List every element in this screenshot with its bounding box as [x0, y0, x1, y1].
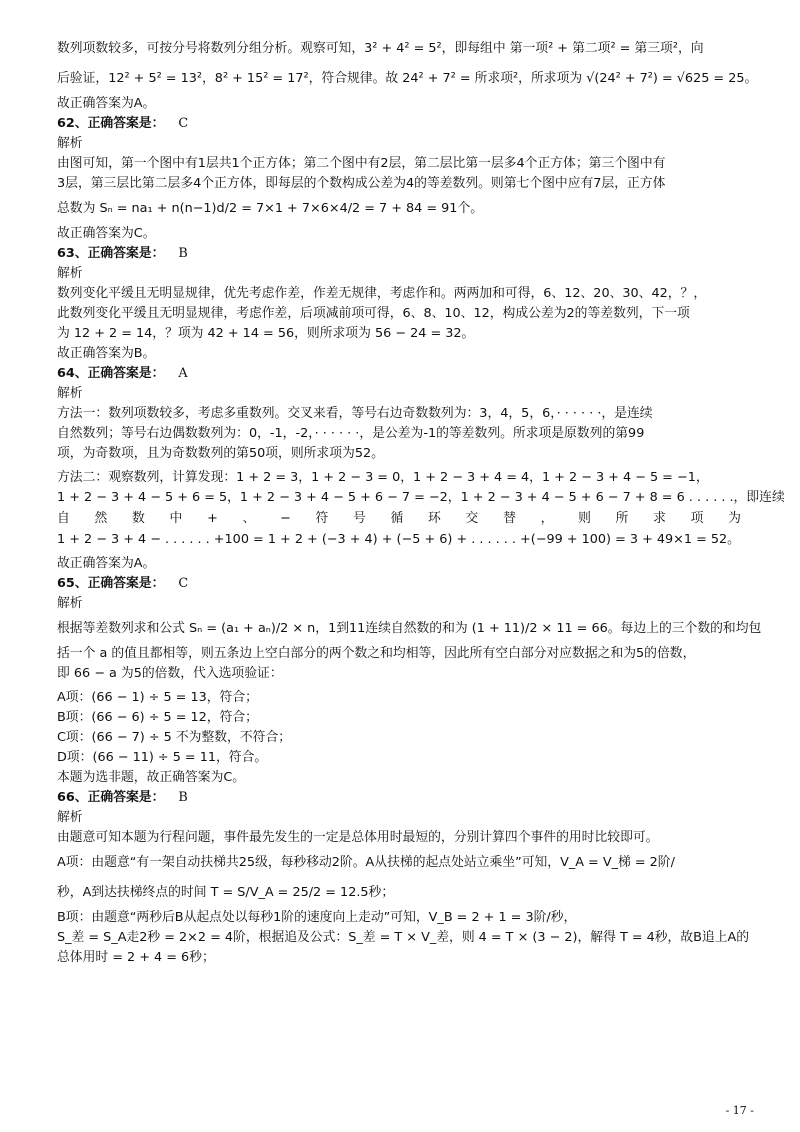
formula-line: 1 + 2 − 3 + 4 − . . . . . . +100 = 1 + 2 + (−3 + 4) + (−5 + 6) + . . . . . . +(−99 + 100) = 3 + 49×1 = 52。 [57, 532, 740, 547]
justified-line: 自 然 数 中 + 、 − 符 号 循 环 交 替 ， 则 所 求 项 为 [57, 511, 741, 526]
page-number: - 17 - [725, 1104, 754, 1117]
question-header: 64、正确答案是： A [57, 366, 188, 381]
formula-line: 为 12 + 2 = 14，？项为 42 + 14 = 56，则所求项为 56 − 24 = 32。 [57, 326, 475, 341]
text-line: 即 66 − a 为5的倍数，代入选项验证： [57, 666, 283, 681]
analysis-label: 解析 [57, 136, 83, 151]
question-header: 65、正确答案是： C [57, 576, 189, 591]
text-line: A项：由题意“有一架自动扶梯共25级，每秒移动2阶。A从扶梯的起点处站立乘坐”可知，V_A = V_梯 = 2阶/ [57, 855, 675, 870]
answer-conclusion: 故正确答案为A。 [57, 96, 156, 111]
question-header: 63、正确答案是： B [57, 246, 188, 261]
formula-line: 根据等差数列求和公式 Sₙ = (a₁ + aₙ)/2 × n，1到11连续自然数的和为 (1 + 11)/2 × 11 = 66。每边上的三个数的和均包 [57, 621, 762, 636]
analysis-label: 解析 [57, 810, 83, 825]
question-header: 62、正确答案是： C [57, 116, 189, 131]
text-line: 项，为奇数项，且为奇数数列的第50项，则所求项为52。 [57, 446, 384, 461]
text-line: B项：由题意“两秒后B从起点处以每秒1阶的速度向上走动”可知，V_B = 2 + 1 = 3阶/秒， [57, 910, 577, 925]
option-b-check: B项：(66 − 6) ÷ 5 = 12，符合； [57, 710, 258, 725]
answer-conclusion: 故正确答案为B。 [57, 346, 156, 361]
formula-line: 方法二：观察数列，计算发现：1 + 2 = 3，1 + 2 − 3 = 0，1 + 2 − 3 + 4 = 4，1 + 2 − 3 + 4 − 5 = −1， [57, 470, 709, 485]
answer-conclusion: 故正确答案为C。 [57, 226, 156, 241]
option-a-check: A项：(66 − 1) ÷ 5 = 13，符合； [57, 690, 258, 705]
option-c-check: C项：(66 − 7) ÷ 5 不为整数，不符合； [57, 730, 292, 745]
option-d-check: D项：(66 − 11) ÷ 5 = 11，符合。 [57, 750, 268, 765]
text-line: 方法一：数列项数较多，考虑多重数列。交叉来看，等号右边奇数数列为：3，4，5，6，· · · · · ·，是连续 [57, 406, 653, 421]
formula-line: 总数为 Sₙ = na₁ + n(n−1)d/2 = 7×1 + 7×6×4/2 = 7 + 84 = 91个。 [57, 201, 484, 216]
answer-conclusion: 本题为选非题，故正确答案为C。 [57, 770, 246, 785]
analysis-label: 解析 [57, 386, 83, 401]
document-page [57, 34, 785, 968]
text-line: 括一个 a 的值且都相等，则五条边上空白部分的两个数之和均相等，因此所有空白部分对应数据之和为5的倍数， [57, 646, 696, 661]
analysis-label: 解析 [57, 596, 83, 611]
formula-line: 总体用时 = 2 + 4 = 6秒； [57, 950, 215, 965]
formula-line: 1 + 2 − 3 + 4 − 5 + 6 = 5，1 + 2 − 3 + 4 − 5 + 6 − 7 = −2，1 + 2 − 3 + 4 − 5 + 6 − 7 + 8 = 6 . . . . . .，即连续 [57, 490, 785, 505]
text-line: 3层，第三层比第二层多4个正方体，即每层的个数构成公差为4的等差数列。则第七个图中应有7层，正方体 [57, 176, 666, 191]
text-line: 数列项数较多，可按分号将数列分组分析。观察可知，3² + 4² = 5²，即每组中 第一项² + 第二项² = 第三项²，向 [57, 41, 704, 56]
text-line: 自然数列；等号右边偶数数列为：0，-1，-2，· · · · · ·，是公差为-1的等差数列。所求项是原数列的第99 [57, 426, 645, 441]
formula-line: S_差 = S_A走2秒 = 2×2 = 4阶，根据追及公式：S_差 = T × V_差，则 4 = T × (3 − 2)，解得 T = 4秒，故B追上A的 [57, 930, 750, 945]
text-line: 数列变化平缓且无明显规律，优先考虑作差，作差无规律，考虑作和。两两加和可得，6、12、20、30、42，？， [57, 286, 707, 301]
question-header: 66、正确答案是： B [57, 790, 188, 805]
answer-conclusion: 故正确答案为A。 [57, 556, 156, 571]
text-line: 后验证，12² + 5² = 13²，8² + 15² = 17²，符合规律。故 24² + 7² = 所求项²，所求项为 √(24² + 7²) = √625 = 25。 [57, 71, 758, 86]
formula-line: 秒，A到达扶梯终点的时间 T = S/V_A = 25/2 = 12.5秒； [57, 885, 395, 900]
text-line: 由题意可知本题为行程问题，事件最先发生的一定是总体用时最短的，分别计算四个事件的用时比较即可。 [57, 830, 659, 845]
text-line: 由图可知，第一个图中有1层共1个正方体；第二个图中有2层，第二层比第一层多4个正方体；第三个图中有 [57, 156, 666, 171]
text-line: 此数列变化平缓且无明显规律，考虑作差，后项减前项可得，6、8、10、12，构成公差为2的等差数列，下一项 [57, 306, 690, 321]
analysis-label: 解析 [57, 266, 83, 281]
